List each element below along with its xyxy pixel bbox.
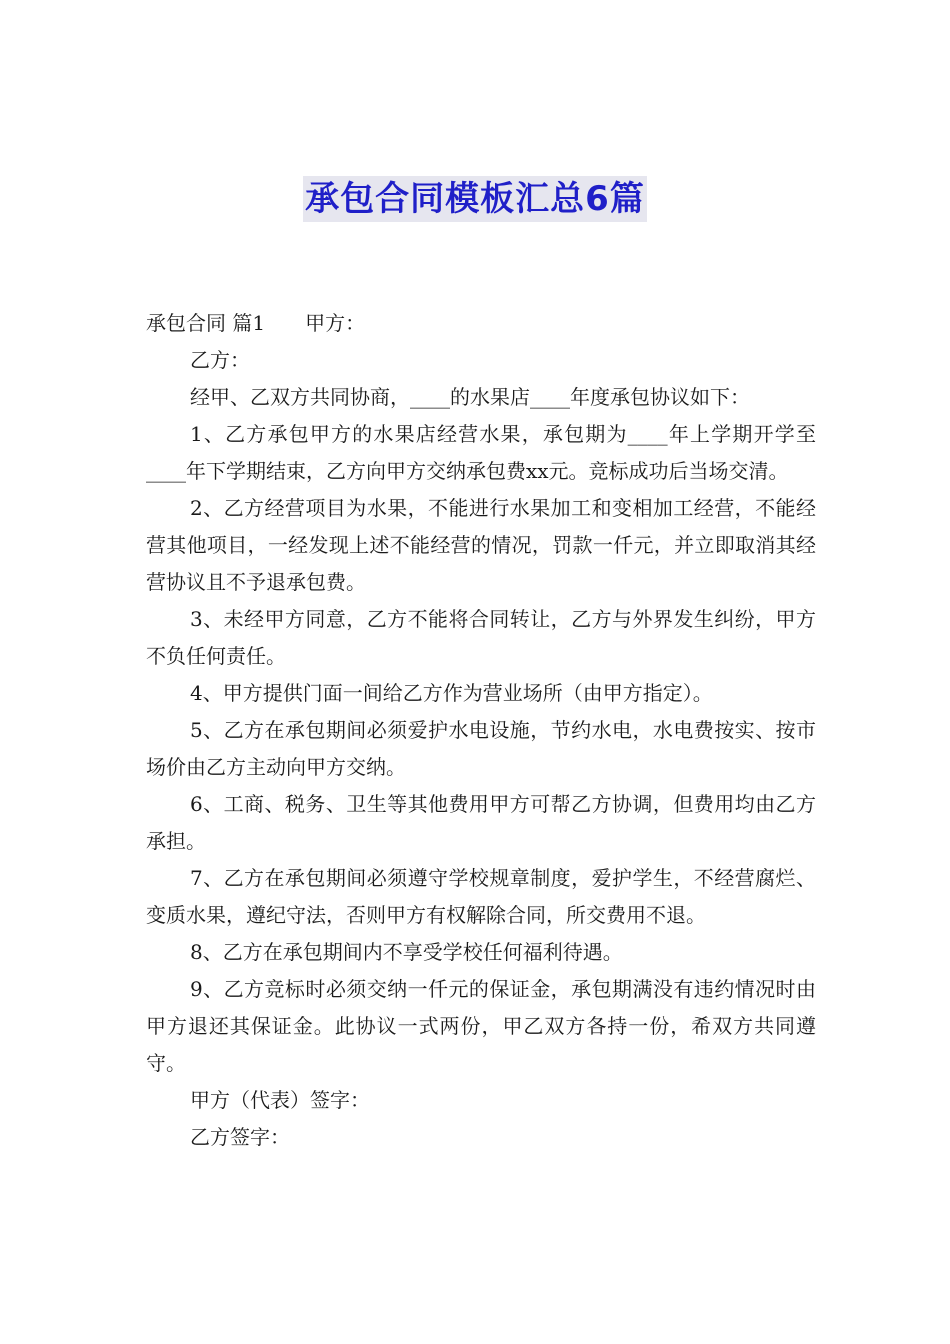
section-heading bbox=[146, 305, 816, 342]
clause-7: 7、乙方在承包期间必须遵守学校规章制度，爱护学生，不经营腐烂、变质水果，遵纪守法，否则甲方有权解除合同，所交费用不退。 bbox=[146, 866, 816, 927]
clause-2: 2、乙方经营项目为水果，不能进行水果加工和变相加工经营，不能经营其他项目，一经发现上述不能经营的情况，罚款一仟元，并立即取消其经营协议且不予退承包费。 bbox=[146, 496, 816, 594]
clause-4: 4、甲方提供门面一间给乙方作为营业场所（由甲方指定）。 bbox=[190, 681, 713, 705]
clause-9: 9、乙方竞标时必须交纳一仟元的保证金，承包期满没有违约情况时由甲方退还其保证金。此协议一式两份，甲乙双方各持一份，希双方共同遵守。 bbox=[146, 977, 816, 1075]
clause-5: 5、乙方在承包期间必须爱护水电设施，节约水电，水电费按实、按市场价由乙方主动向甲方交纳。 bbox=[146, 718, 816, 779]
party-a-label: 甲方： bbox=[305, 311, 366, 335]
signature-party-a: 甲方（代表）签字： bbox=[190, 1088, 370, 1112]
clause-1: 1、乙方承包甲方的水果店经营水果，承包期为____年上学期开学至____年下学期结束，乙方向甲方交纳承包费xx元。竞标成功后当场交清。 bbox=[146, 422, 816, 483]
document-title: 承包合同模板汇总6篇 bbox=[303, 176, 647, 222]
clause-8: 8、乙方在承包期间内不享受学校任何福利待遇。 bbox=[190, 940, 623, 964]
paragraph-intro: 经甲、乙双方共同协商，____的水果店____年度承包协议如下： bbox=[190, 385, 750, 409]
clause-3: 3、未经甲方同意，乙方不能将合同转让，乙方与外界发生纠纷，甲方不负任何责任。 bbox=[146, 607, 816, 668]
document-body bbox=[146, 305, 816, 1156]
title-container bbox=[0, 176, 950, 222]
section-heading-label: 承包合同 篇1 bbox=[146, 311, 266, 335]
paragraph-party-b: 乙方： bbox=[190, 348, 250, 372]
signature-party-b: 乙方签字： bbox=[190, 1125, 290, 1149]
clause-6: 6、工商、税务、卫生等其他费用甲方可帮乙方协调，但费用均由乙方承担。 bbox=[146, 792, 816, 853]
